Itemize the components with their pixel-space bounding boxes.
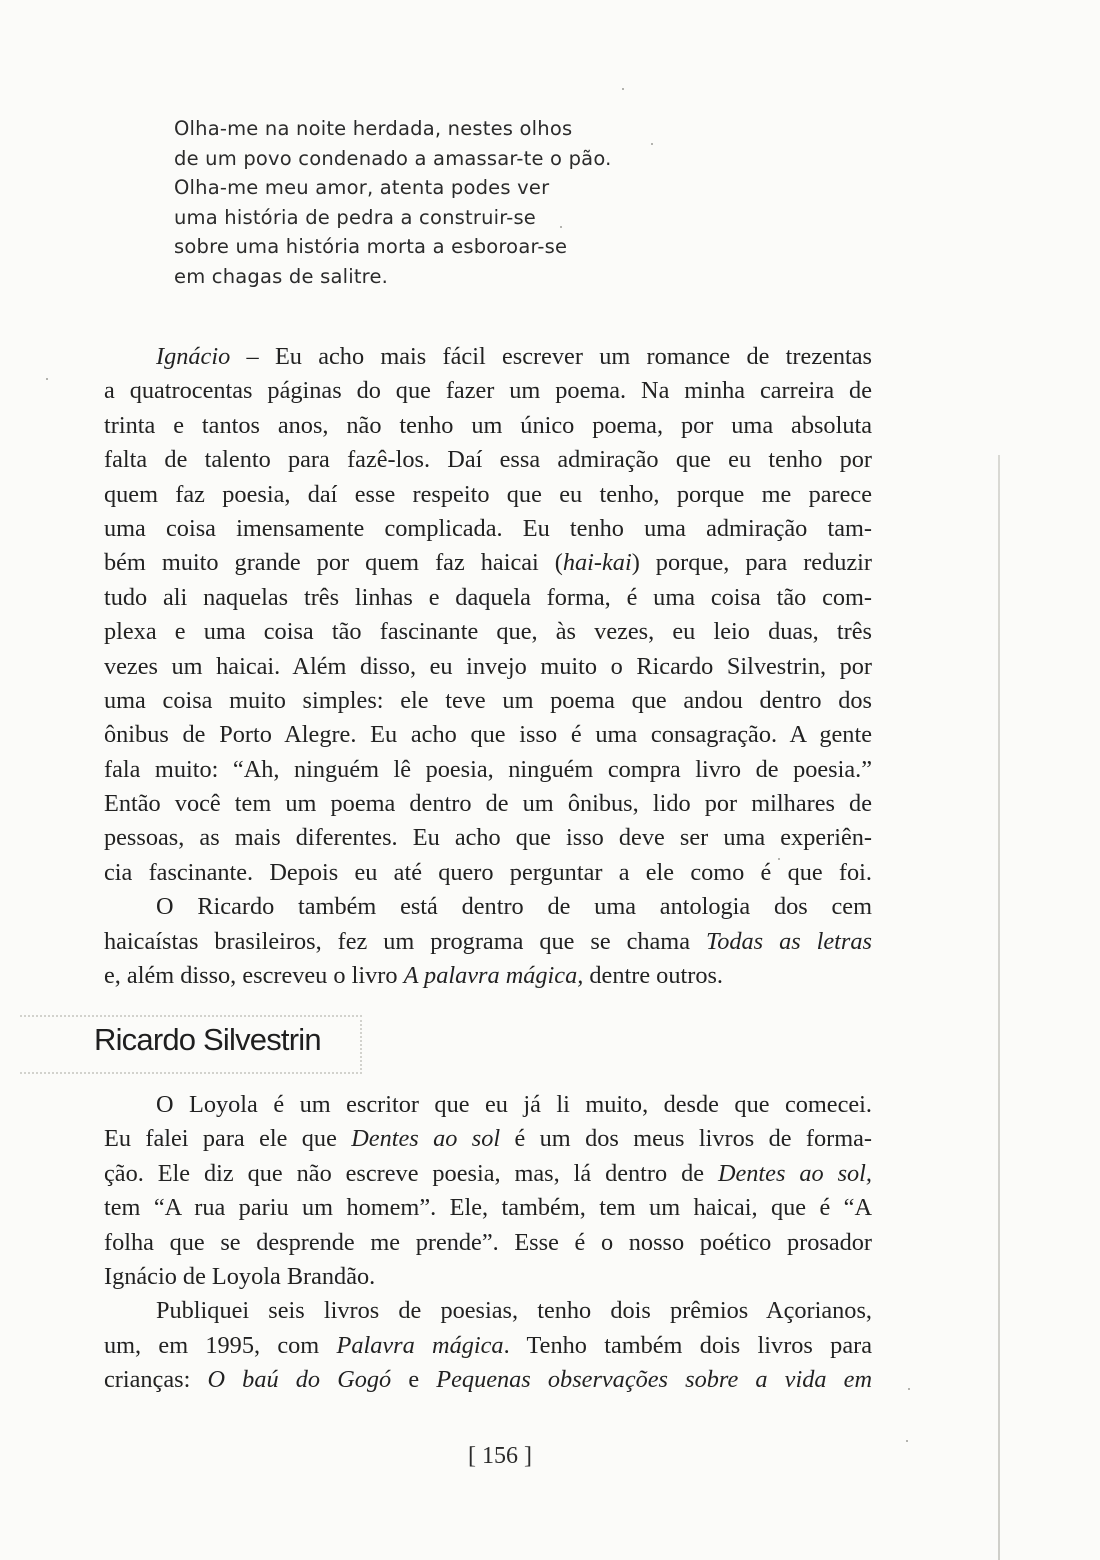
text-line: Então você tem um poema dentro de um ônibus, lido por milhares de bbox=[104, 790, 872, 818]
text-line: trinta e tantos anos, não tenho um único poema, por uma absoluta bbox=[104, 411, 872, 439]
text-line: falta de talento para fazê-los. Daí essa admiração que eu tenho por bbox=[104, 446, 872, 474]
poem-line: de um povo condenado a amassar-te o pão. bbox=[174, 146, 612, 170]
text-line: crianças: O baú do Gogó e Pequenas observações sobre a vida em bbox=[104, 1366, 872, 1394]
text-line: pessoas, as mais diferentes. Eu acho que isso deve ser uma experiên- bbox=[104, 824, 872, 852]
poem-line: em chagas de salitre. bbox=[174, 264, 389, 288]
text-line: ção. Ele diz que não escreve poesia, mas, lá dentro de Dentes ao sol, bbox=[104, 1159, 873, 1187]
poem-line: uma história de pedra a construir-se bbox=[174, 205, 537, 229]
text-line: a quatrocentas páginas do que fazer um poema. Na minha carreira de bbox=[104, 377, 872, 405]
text-line: um, em 1995, com Palavra mágica. Tenho também dois livros para bbox=[104, 1331, 872, 1359]
poem-excerpt bbox=[174, 114, 694, 291]
poem-line: Olha-me meu amor, atenta podes ver bbox=[174, 176, 550, 199]
scan-speck bbox=[46, 378, 48, 380]
text-line: plexa e uma coisa tão fascinante que, às vezes, eu leio duas, três bbox=[104, 618, 872, 646]
text-line: uma coisa imensamente complicada. Eu tenho uma admiração tam- bbox=[104, 514, 872, 542]
section-heading-block bbox=[20, 1010, 370, 1072]
text-line: Ignácio – Eu acho mais fácil escrever um romance de trezentas bbox=[156, 343, 872, 370]
scan-speck bbox=[622, 88, 624, 90]
poem-line: Olha-me na noite herdada, nestes olhos bbox=[174, 117, 573, 140]
text-line: haicaístas brasileiros, fez um programa que se chama Todas as letras bbox=[104, 927, 872, 955]
text-line: tudo ali naquelas três linhas e daquela forma, é uma coisa tão com- bbox=[104, 583, 872, 611]
text-line: Eu falei para ele que Dentes ao sol é um dos meus livros de forma- bbox=[104, 1125, 872, 1153]
text-line: cia fascinante. Depois eu até quero perguntar a ele como é que foi. bbox=[104, 858, 872, 886]
text-line: ônibus de Porto Alegre. Eu acho que isso é uma consagração. A gente bbox=[104, 721, 872, 749]
speaker-name: Ignácio bbox=[156, 343, 231, 370]
ricardo-statement bbox=[104, 1088, 872, 1398]
scan-speck bbox=[908, 1388, 910, 1390]
text-line: fala muito: “Ah, ninguém lê poesia, ninguém compra livro de poesia.” bbox=[104, 755, 872, 783]
text-line: tem “A rua pariu um homem”. Ele, também, tem um haicai, que é “A bbox=[104, 1194, 872, 1222]
section-heading: Ricardo Silvestrin bbox=[94, 1022, 321, 1057]
ignacio-statement bbox=[104, 340, 872, 993]
text-line: folha que se desprende me prende”. Esse é o nosso poético prosador bbox=[104, 1228, 872, 1256]
text-line: uma coisa muito simples: ele teve um poema que andou dentro dos bbox=[104, 686, 872, 714]
page-number: [ 156 ] bbox=[468, 1443, 532, 1469]
text-line: quem faz poesia, daí esse respeito que eu tenho, porque me parece bbox=[104, 480, 872, 508]
page-edge-shadow bbox=[998, 455, 1000, 1560]
scan-speck bbox=[906, 1440, 908, 1442]
text-line: O Loyola é um escritor que eu já li muito, desde que comecei. bbox=[156, 1091, 872, 1118]
text-line: Publiquei seis livros de poesias, tenho dois prêmios Açorianos, bbox=[156, 1297, 872, 1325]
text-line: bém muito grande por quem faz haicai (hai-kai) porque, para reduzir bbox=[104, 549, 872, 577]
text-line: vezes um haicai. Além disso, eu invejo muito o Ricardo Silvestrin, por bbox=[104, 652, 872, 680]
text-line: O Ricardo também está dentro de uma antologia dos cem bbox=[156, 893, 872, 921]
poem-line: sobre uma história morta a esboroar-se bbox=[174, 235, 568, 258]
text-line: e, além disso, escreveu o livro A palavra mágica, dentre outros. bbox=[104, 962, 723, 990]
text-line: Ignácio de Loyola Brandão. bbox=[104, 1262, 376, 1290]
